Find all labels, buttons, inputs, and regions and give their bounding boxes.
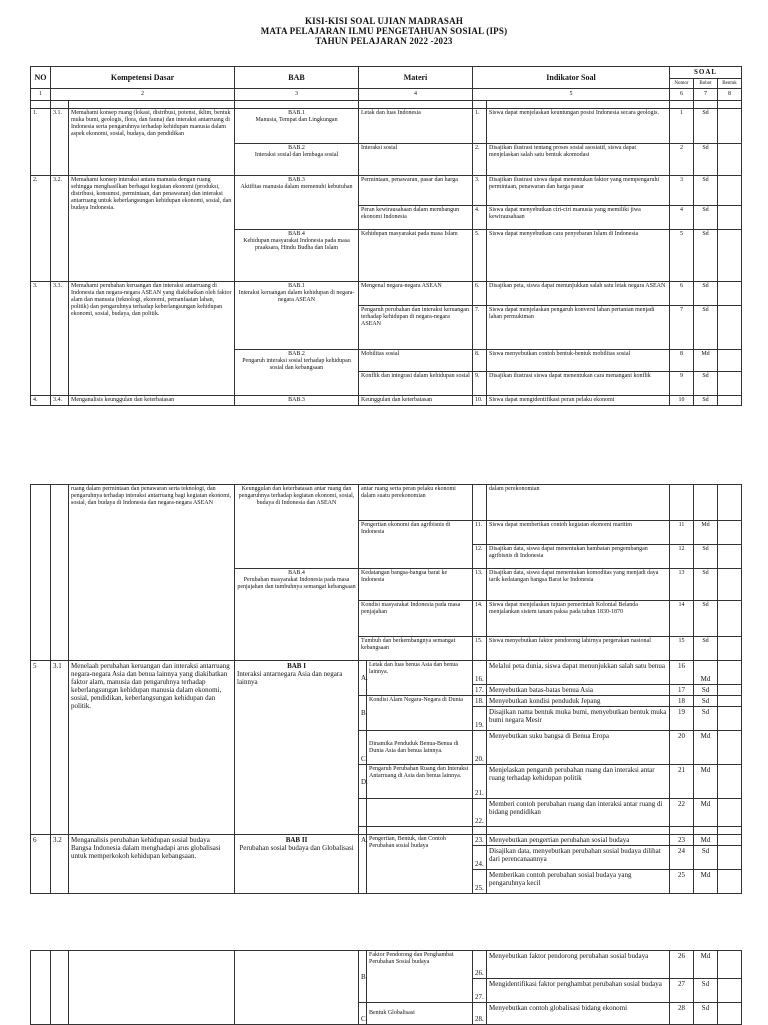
ind-no: 6. <box>473 282 487 306</box>
col-num-1: 1 <box>31 89 51 101</box>
soal-bobot: Sd <box>694 396 718 406</box>
indikator: Memberi contoh perubahan ruang dan interaksi antar ruang di bidang pendidikan <box>487 799 670 827</box>
materi: Kondisi Alam Negara-Negara di Dunia <box>367 696 473 731</box>
bab-cell <box>235 835 359 894</box>
bab-cell <box>235 144 359 176</box>
bab-text: Interaksi sosial dan lembaga sosial <box>254 152 339 158</box>
soal-nomor: 17 <box>670 685 694 696</box>
indikator: Mengidentifikasi faktor penghambat perubahan sosial budaya <box>487 979 670 1003</box>
indikator: Siswa menyebutkan faktor pendorong lahirnya pergerakan nasional <box>487 637 670 661</box>
col-num-8: 8 <box>718 89 742 101</box>
col-kd: Kompetensi Dasar <box>51 67 235 89</box>
soal-nomor: 22 <box>670 799 694 827</box>
indikator: Siswa dapat menjelaskan tujuan pemerintah Kolonial Belanda menjalankan sistem tanam paksa pada tahun 1830-1870 <box>487 601 670 637</box>
indikator: Disajikan data, siswa dapat menentukan komoditas yang menjadi daya tarik kedatangan bangsa Barat ke Indonesia <box>487 569 670 601</box>
materi: Kehidupan masyarakat pada masa Islam <box>359 230 473 282</box>
bab-text: Manusia, Tempat dan Lingkungan <box>255 117 338 123</box>
bab-label: BAB.2 <box>288 351 305 357</box>
indikator: Siswa dapat menjelaskan keuntungan posisi Indonesia secara geologis. <box>487 109 670 144</box>
bab-label: BAB.3 <box>288 177 305 183</box>
indikator: Menyebutkan pengertian perubahan sosial budaya <box>487 835 670 846</box>
bab-cell <box>235 176 359 230</box>
ind-no: 27. <box>473 979 487 1003</box>
soal-nomor: 5 <box>670 230 694 282</box>
soal-bobot: Sd <box>694 637 718 661</box>
soal-bobot: Sd <box>694 707 718 731</box>
ind-no: 15. <box>473 637 487 661</box>
col-bobot: Bobot <box>694 79 718 89</box>
bab-text: Interaksi keruangan dalam kehidupan di negara-negara ASEAN <box>238 290 355 303</box>
soal-nomor: 2 <box>670 144 694 176</box>
soal-bobot: Sd <box>694 206 718 230</box>
indikator: dalam perekonomian <box>487 485 670 521</box>
kisi-kisi-table-page-1 <box>30 66 742 406</box>
ind-no: 28. <box>473 1003 487 1025</box>
indikator: Menyebutkan faktor pendorong perubahan sosial budaya <box>487 951 670 979</box>
bab-cell <box>235 230 359 282</box>
materi: Kedatangan bangsa-bangsa barat ke Indonesia <box>359 569 473 601</box>
bab-text: Aktifitas manusia dalam memenuhi kebutuhan <box>240 184 353 190</box>
soal-bobot: Sd <box>694 601 718 637</box>
row-no: 4. <box>31 396 51 406</box>
materi: Tumbuh dan berkembangnya semangat kebangsaan <box>359 637 473 661</box>
kd-no: 3.4. <box>51 396 69 406</box>
soal-nomor: 9 <box>670 372 694 396</box>
soal-bobot: Sd <box>694 282 718 306</box>
indikator: Siswa dapat mengidentifikasi peran pelaku ekonomi <box>487 396 670 406</box>
materi-letter: A. <box>359 661 367 696</box>
indikator: Disajikan data, menyebutkan perubahan sosial budaya dilihat dari perencanaannya <box>487 846 670 870</box>
kd-text: Memahami perubahan keruangan dan interaksi antarruang di Indonesia dan negara-negara ASEAN yang diakibatkan oleh faktor alam dan manusia (teknologi, ekonomi, pemanfaatan lahan, politik) dan pengaruhnya terhadap keberlangsungan kehidupan ekonomi, sosial, budaya, dan politik. <box>69 282 235 396</box>
col-num-5: 5 <box>473 89 670 101</box>
ind-no: 11. <box>473 521 487 545</box>
col-nomor: Nomor <box>670 79 694 89</box>
materi: Permintaan, penawaran, pasar dan harga <box>359 176 473 206</box>
materi: Kondisi masyarakat Indonesia pada masa penjajahan <box>359 601 473 637</box>
bab-cell <box>235 661 359 835</box>
ind-no: 22. <box>473 799 487 827</box>
soal-nomor: 15 <box>670 637 694 661</box>
kd-text: Menelaah perubahan keruangan dan interaksi antarruang negara-negara Asia dan benua lainnya yang diakibatkan faktor alam, manusia dan pengaruhnya terhadap keberlangsungan kehidupan manusia dalam ekonomi, sosial, pendidikan, keberlangsungan kehidupan dan politik. <box>69 661 235 835</box>
table-row <box>31 661 742 685</box>
indikator: Disajikan ilustrasi siswa dapat menentukan cara menangani konflik <box>487 372 670 396</box>
col-materi: Materi <box>359 67 473 89</box>
soal-nomor: 3 <box>670 176 694 206</box>
soal-bobot: Md <box>694 521 718 545</box>
ind-no: 10. <box>473 396 487 406</box>
materi: Mobilitas sosial <box>359 350 473 372</box>
table-row <box>31 282 742 306</box>
materi: Pengaruh Perubahan Ruang dan Interaksi Antarruang di Asia dan benua lainnya. <box>367 765 473 799</box>
soal-bobot: Sd <box>694 846 718 870</box>
soal-bobot: Md <box>694 799 718 827</box>
indikator: Siswa dapat menjelaskan pengaruh konversi lahan pertanian menjadi lahan permukiman <box>487 306 670 350</box>
soal-nomor: 10 <box>670 396 694 406</box>
indikator: Menyebutkan batas-batas benua Asia <box>487 685 670 696</box>
soal-bobot: Md <box>694 661 718 685</box>
bab-text: Perubahan masyarakat Indonesia pada masa penjajahan dan tumbuhnya semangat kebangsaan <box>237 577 356 590</box>
col-indikator: Indikator Soal <box>473 67 670 89</box>
bab-label: BAB.1 <box>288 283 305 289</box>
bab-cell <box>235 350 359 396</box>
bab-cell <box>235 569 359 661</box>
ind-no: 1. <box>473 109 487 144</box>
soal-bobot: Sd <box>694 979 718 1003</box>
document-header <box>0 16 768 46</box>
bab-label: BAB.3 <box>235 396 359 406</box>
ind-no: 16. <box>473 661 487 685</box>
soal-nomor: 23 <box>670 835 694 846</box>
title-line-1: KISI-KISI SOAL UJIAN MADRASAH <box>304 16 464 26</box>
col-no: NO <box>31 67 51 89</box>
soal-bobot: Md <box>694 350 718 372</box>
row-no: 2. <box>31 176 51 282</box>
materi: Dinamika Penduduk Benua-Benua di Dunia Asia dan benua lainnya. <box>367 731 473 765</box>
table-row <box>31 109 742 144</box>
soal-nomor: 14 <box>670 601 694 637</box>
soal-bobot: Md <box>694 870 718 894</box>
soal-nomor: 16 <box>670 661 694 685</box>
indikator: Siswa dapat menyebutkan ciri-ciri manusia yang memiliki jiwa kewirausahaan <box>487 206 670 230</box>
kd-text: Memahami konsep ruang (lokasi, distribusi, potensi, iklim, bentuk muka bumi, geologis, flora, dan fauna) dan interaksi antarruang di Indonesia serta pengaruhnya terhadap kehidupan manusia dalam aspek ekonomi, sosial, budaya, dan pendidikan <box>69 109 235 176</box>
ind-no: 21. <box>473 765 487 799</box>
kd-text: Menganalisis perubahan kehidupan sosial budaya Bangsa Indonesia dalam menghadapi arus globalisasi untuk memperkokoh kehidupan kebangsaan. <box>69 835 235 894</box>
soal-nomor: 28 <box>670 1003 694 1025</box>
soal-nomor: 25 <box>670 870 694 894</box>
col-num-6: 6 <box>670 89 694 101</box>
ind-no: 23. <box>473 835 487 846</box>
soal-nomor: 7 <box>670 306 694 350</box>
kd-no: 3.3. <box>51 282 69 396</box>
bab-cell: Keunggulan dan keterbatasan antar ruang dan pengaruhnya terhadap kegiatan ekonomi, sosial, budaya di Indonesia dan ASEAN <box>235 485 359 569</box>
bab-label: BAB I <box>287 662 306 670</box>
materi: Faktor Pendorong dan Penghambat Perubahan Sosial budaya <box>367 951 473 1003</box>
bab-label: BAB.1 <box>288 110 305 116</box>
soal-bobot: Sd <box>694 144 718 176</box>
ind-no: 9. <box>473 372 487 396</box>
col-soal: SOAL <box>670 67 742 79</box>
indikator: Disajikan data, siswa dapat menentukan hambatan pengembangan agribisnis di Indonesia <box>487 545 670 569</box>
bab-cell <box>235 282 359 350</box>
bab-text: Interaksi antarnegara Asia dan negara lainnya <box>237 670 343 686</box>
row-no: 5 <box>31 661 51 835</box>
soal-bobot: Md <box>694 765 718 799</box>
bab-text: Pengaruh interaksi sosial terhadap kehidupan sosial dan kebangsaan <box>242 358 351 371</box>
table-row <box>31 951 742 979</box>
table-row <box>31 396 742 406</box>
ind-no: 25. <box>473 870 487 894</box>
materi: antar ruang serta peran pelaku ekonomi dalam suatu perekonomian <box>359 485 473 521</box>
indikator: Menyebutkan kondisi penduduk Jepang <box>487 696 670 707</box>
soal-bobot: Md <box>694 951 718 979</box>
soal-bobot: Sd <box>694 685 718 696</box>
bab-label: BAB.2 <box>288 145 305 151</box>
col-num-2: 2 <box>51 89 235 101</box>
indikator: Melalui peta dunia, siswa dapat menunjukkan salah satu benua <box>487 661 670 685</box>
materi: Konflik dan integrasi dalam kehidupan sosial <box>359 372 473 396</box>
soal-bobot: Sd <box>694 176 718 206</box>
soal-bobot: Md <box>694 731 718 765</box>
materi: Keunggulan dan keterbatasan <box>359 396 473 406</box>
indikator: Disajikan nama bentuk muka bumi, menyebutkan bentuk muka bumi negara Mesir <box>487 707 670 731</box>
ind-no: 18. <box>473 696 487 707</box>
soal-bobot: Md <box>694 835 718 846</box>
indikator: Siswa menyebutkan contoh bentuk-bentuk mobilitas sosial <box>487 350 670 372</box>
materi-letter: A. <box>359 835 367 894</box>
materi-letter: B. <box>359 696 367 731</box>
table-row <box>31 835 742 846</box>
materi: Interaksi sosial <box>359 144 473 176</box>
soal-bobot: Sd <box>694 230 718 282</box>
materi-letter: C. <box>359 731 367 765</box>
soal-nomor: 19 <box>670 707 694 731</box>
soal-bobot: Sd <box>694 545 718 569</box>
materi-letter: B. <box>359 951 367 1003</box>
ind-no: 2. <box>473 144 487 176</box>
soal-bobot: Sd <box>694 569 718 601</box>
soal-nomor: 6 <box>670 282 694 306</box>
soal-bobot: Sd <box>694 696 718 707</box>
soal-nomor: 12 <box>670 545 694 569</box>
row-no: 3. <box>31 282 51 396</box>
soal-nomor: 26 <box>670 951 694 979</box>
ind-no: 14. <box>473 601 487 637</box>
materi-letter: D. <box>359 765 367 799</box>
materi: Peran kewirausahaan dalam membangun ekonomi Indonesia <box>359 206 473 230</box>
table-row <box>31 176 742 206</box>
soal-nomor: 13 <box>670 569 694 601</box>
ind-no: 13. <box>473 569 487 601</box>
kd-no: 3.1. <box>51 109 69 176</box>
title-line-2: MATA PELAJARAN ILMU PENGETAHUAN SOSIAL (IPS) <box>260 26 508 36</box>
col-bab: BAB <box>235 67 359 89</box>
soal-nomor: 24 <box>670 846 694 870</box>
ind-no: 17. <box>473 685 487 696</box>
col-num-7: 7 <box>694 89 718 101</box>
kd-text: ruang dalam permintaan dan penawaran serta teknologi, dan pengaruhnya terhadap interaksi antarruang bagi kegiatan ekonomi, sosial, dan budaya di Indonesia dan negara-negara ASEAN <box>69 485 235 661</box>
soal-nomor: 21 <box>670 765 694 799</box>
ind-no: 4. <box>473 206 487 230</box>
indikator: Memberikan contoh perubahan sosial budaya yang pengaruhnya kecil <box>487 870 670 894</box>
ind-no: 12. <box>473 545 487 569</box>
indikator: Menyebutkan contoh globalisasi bidang ekonomi <box>487 1003 670 1025</box>
ind-no: 7. <box>473 306 487 350</box>
bab-text: Perubahan sosial budaya dan Globalisasi <box>239 844 354 852</box>
materi: Letak dan luas benua Asia dan benua lainnya. <box>367 661 473 696</box>
bab-label: BAB II <box>285 836 308 844</box>
ind-no: 19. <box>473 707 487 731</box>
kd-no: 3.2 <box>51 835 69 894</box>
soal-nomor: 27 <box>670 979 694 1003</box>
title-line-3: TAHUN PELAJARAN 2022 -2023 <box>315 36 453 46</box>
bab-label: BAB.4 <box>288 231 305 237</box>
bab-text: Kehidupan masyarakat Indonesia pada masa praaksara, Hindu Budha dan Islam <box>243 238 350 251</box>
soal-nomor: 1 <box>670 109 694 144</box>
soal-nomor: 20 <box>670 731 694 765</box>
ind-no: 24. <box>473 846 487 870</box>
indikator: Siswa dapat menyebutkan cara penyebaran Islam di Indonesia <box>487 230 670 282</box>
kd-no: 3.2. <box>51 176 69 282</box>
soal-nomor: 11 <box>670 521 694 545</box>
row-no: 6 <box>31 835 51 894</box>
col-num-4: 4 <box>359 89 473 101</box>
kd-no: 3.1 <box>51 661 69 835</box>
kisi-kisi-table-page-2 <box>30 484 742 894</box>
kd-text: Memahami konsep interaksi antara manusia dengan ruang sehingga menghasilkan berbagai kegiatan ekonomi (produksi, distribusi, konsumsi, permintaan, dan penawaran) dan interaksi antarruang untuk keberlangsungan kehidupan ekonomi, sosial, dan budaya Indonesia. <box>69 176 235 282</box>
indikator: Disajikan ilustrasi siswa dapat menentukan faktor yang mempengaruhi permintaan, penawaran dan harga pasar <box>487 176 670 206</box>
materi: Bentuk Globalisasi <box>367 1003 473 1025</box>
bab-cell <box>235 109 359 144</box>
ind-no: 26. <box>473 951 487 979</box>
soal-bobot: Sd <box>694 372 718 396</box>
kisi-kisi-table-page-3 <box>30 950 742 1025</box>
col-num-3: 3 <box>235 89 359 101</box>
table-row <box>31 485 742 521</box>
materi: Pengertian ekonomi dan agribisnis di Indonesia <box>359 521 473 569</box>
soal-bobot: Sd <box>694 1003 718 1025</box>
soal-bobot: Sd <box>694 109 718 144</box>
indikator: Disajikan peta, siswa dapat menunjukkan salah satu letak negara ASEAN <box>487 282 670 306</box>
kd-text: Menganalisis keunggulan dan keterbatasan <box>69 396 235 406</box>
ind-no: 3. <box>473 176 487 206</box>
indikator: Disajikan ilustrasi tentang proses sosial asosiatif, siswa dapat menjelaskan salah satu bentuk akomodasi <box>487 144 670 176</box>
soal-nomor: 4 <box>670 206 694 230</box>
col-bentuk: Bentuk <box>718 79 742 89</box>
materi: Letak dan luas Indonesia <box>359 109 473 144</box>
ind-no: 20. <box>473 731 487 765</box>
ind-no: 5. <box>473 230 487 282</box>
materi-letter: C. <box>359 1003 367 1025</box>
materi: Pengaruh perubahan dan interaksi keruangan terhadap kehidupan di negara-negara ASEAN <box>359 306 473 350</box>
materi: Pengertian, Bentuk, dan Contoh Perubahan sosial budaya <box>367 835 473 894</box>
soal-bobot: Sd <box>694 306 718 350</box>
indikator: Menjelaskan pengaruh perubahan ruang dan interaksi antar ruang terhadap kehidupan politik <box>487 765 670 799</box>
bab-label: BAB.4 <box>288 570 305 576</box>
ind-no: 8. <box>473 350 487 372</box>
indikator: Siswa dapat memberikan contoh kegiatan ekonomi maritim <box>487 521 670 545</box>
materi: Mengenal negara-negara ASEAN <box>359 282 473 306</box>
row-no: 1. <box>31 109 51 176</box>
soal-nomor: 8 <box>670 350 694 372</box>
soal-nomor: 18 <box>670 696 694 707</box>
indikator: Menyebutkan suku bangsa di Benua Eropa <box>487 731 670 765</box>
